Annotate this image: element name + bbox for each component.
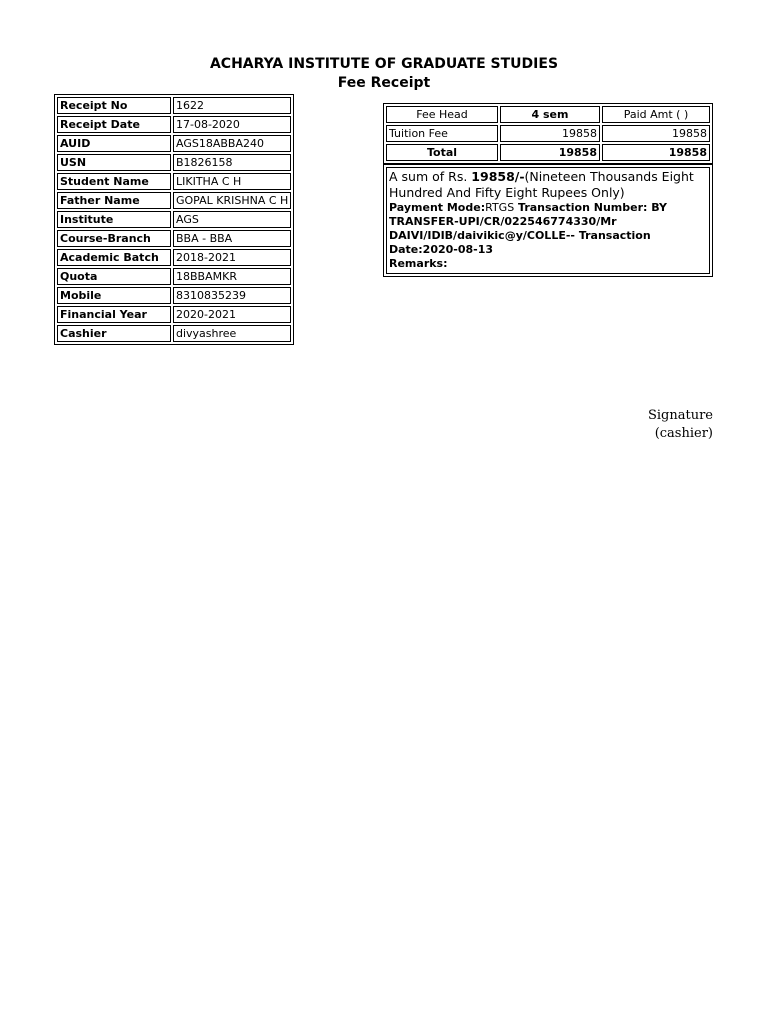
sem-amount-cell: 19858 — [500, 125, 600, 142]
field-value: 17-08-2020 — [173, 116, 291, 133]
total-row — [386, 144, 710, 161]
fee-head-header: Fee Head — [386, 106, 498, 123]
payment-mode: RTGS — [485, 201, 515, 214]
field-label: Course-Branch — [57, 230, 171, 247]
field-label: Institute — [57, 211, 171, 228]
field-value: BBA - BBA — [173, 230, 291, 247]
table-row — [57, 249, 291, 266]
sem-header: 4 sem — [500, 106, 600, 123]
field-value: 1622 — [173, 97, 291, 114]
table-row — [57, 287, 291, 304]
table-row — [386, 125, 710, 142]
field-value: 18BBAMKR — [173, 268, 291, 285]
field-label: AUID — [57, 135, 171, 152]
table-row — [57, 173, 291, 190]
field-label: Quota — [57, 268, 171, 285]
paid-amount-cell: 19858 — [602, 125, 710, 142]
table-row — [57, 230, 291, 247]
paid-amount-header: Paid Amt ( ) — [602, 106, 710, 123]
field-value: 2018-2021 — [173, 249, 291, 266]
table-row — [57, 135, 291, 152]
total-paid-amount: 19858 — [602, 144, 710, 161]
sum-in-words: A sum of Rs. 19858/-(Nineteen Thousands Eight Hundred And Fifty Eight Rupees Only) — [389, 169, 694, 200]
field-label: USN — [57, 154, 171, 171]
field-label: Mobile — [57, 287, 171, 304]
field-label: Father Name — [57, 192, 171, 209]
payment-summary — [386, 167, 710, 274]
field-label: Cashier — [57, 325, 171, 342]
table-row — [57, 211, 291, 228]
field-label: Receipt Date — [57, 116, 171, 133]
field-value: GOPAL KRISHNA C H — [173, 192, 291, 209]
fee-header-row — [386, 106, 710, 123]
signature-label: Signature — [647, 408, 713, 423]
remarks-label: Remarks: — [389, 257, 448, 270]
table-row — [57, 268, 291, 285]
field-label: Financial Year — [57, 306, 171, 323]
cashier-signature — [648, 407, 713, 443]
transaction-date: 2020-08-13 — [422, 243, 494, 256]
total-sem-amount: 19858 — [500, 144, 600, 161]
table-row — [57, 192, 291, 209]
table-row — [57, 154, 291, 171]
student-details-table — [54, 94, 294, 345]
institute-name: ACHARYA INSTITUTE OF GRADUATE STUDIES — [209, 56, 559, 72]
field-value: AGS18ABBA240 — [173, 135, 291, 152]
signature-role: (cashier) — [654, 426, 713, 441]
payment-details: Payment Mode:RTGS Transaction Number: BY TRANSFER-UPI/CR/022546774330/Mr DAIVI/IDIB/daivikic@y/COLLE-- Transaction Date:2020-08-13 — [389, 201, 667, 256]
field-value: LIKITHA C H — [173, 173, 291, 190]
field-label: Receipt No — [57, 97, 171, 114]
sum-amount: 19858/- — [471, 169, 525, 184]
field-label: Academic Batch — [57, 249, 171, 266]
field-value: 8310835239 — [173, 287, 291, 304]
transaction-number: BY TRANSFER-UPI/CR/022546774330/Mr DAIVI/IDIB/daivikic@y/COLLE-- — [389, 201, 667, 242]
field-value: divyashree — [173, 325, 291, 342]
table-row — [57, 306, 291, 323]
table-row — [57, 325, 291, 342]
field-value: AGS — [173, 211, 291, 228]
field-label: Student Name — [57, 173, 171, 190]
field-value: B1826158 — [173, 154, 291, 171]
page-title: Fee Receipt — [337, 75, 431, 91]
table-row — [57, 116, 291, 133]
fee-head-cell: Tuition Fee — [386, 125, 498, 142]
payment-summary-box — [383, 164, 713, 277]
fee-table — [383, 103, 713, 164]
total-label: Total — [386, 144, 498, 161]
field-value: 2020-2021 — [173, 306, 291, 323]
table-row — [57, 97, 291, 114]
